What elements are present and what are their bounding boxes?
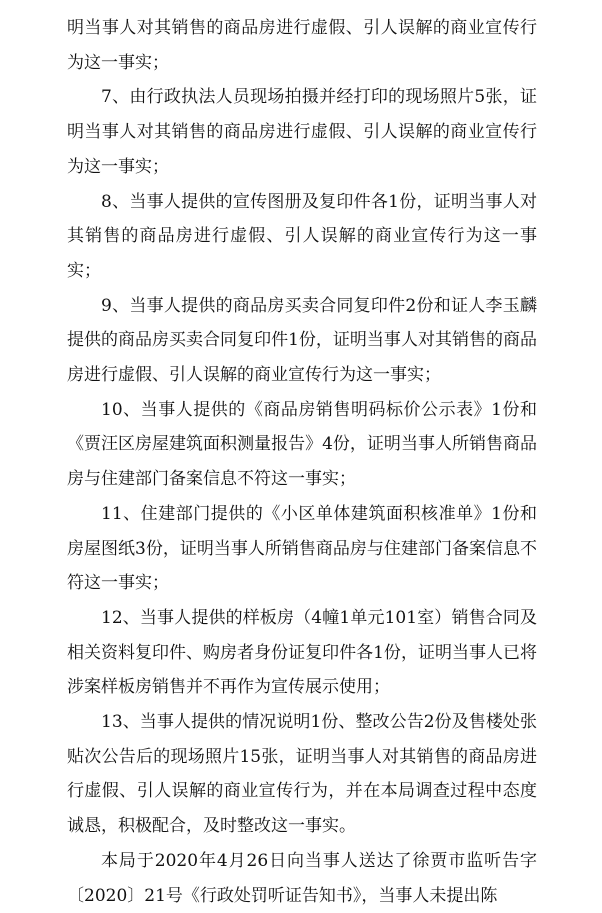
paragraph-evidence-12: 12、当事人提供的样板房（4幢1单元101室）销售合同及相关资料复印件、购房者身份证复印件各1份，证明当事人已将涉案样板房销售并不再作为宣传展示使用； bbox=[67, 607, 537, 698]
paragraph-evidence-10: 10、当事人提供的《商品房销售明码标价公示表》1份和《贾汪区房屋建筑面积测量报告》4份，证明当事人所销售商品房与住建部门备案信息不符这一事实； bbox=[67, 399, 537, 490]
paragraph-evidence-13: 13、当事人提供的情况说明1份、整改公告2份及售楼处张贴次公告后的现场照片15张，证明当事人对其销售的商品房进行虚假、引人误解的商业宣传行为，并在本局调查过程中态度诚恳，积极配合，及时整改这一事实。 bbox=[67, 712, 537, 837]
paragraph-hearing-notice: 本局于2020年4月26日向当事人送达了徐贾市监听告字〔2020〕21号《行政处罚听证告知书》，当事人未提出陈 bbox=[67, 850, 537, 906]
document-body bbox=[67, 11, 537, 913]
paragraph-evidence-8: 8、当事人提供的宣传图册及复印件各1份，证明当事人对其销售的商品房进行虚假、引人误解的商业宣传行为这一事实； bbox=[67, 191, 537, 281]
paragraph-evidence-6-tail: 明当事人对其销售的商品房进行虚假、引人误解的商业宣传行为这一事实； bbox=[67, 18, 537, 73]
paragraph-evidence-11: 11、住建部门提供的《小区单体建筑面积核准单》1份和房屋图纸3份，证明当事人所销售商品房与住建部门备案信息不符这一事实； bbox=[67, 503, 537, 594]
paragraph-evidence-7: 7、由行政执法人员现场拍摄并经打印的现场照片5张，证明当事人对其销售的商品房进行虚假、引人误解的商业宣传行为这一事实； bbox=[67, 87, 537, 177]
paragraph-evidence-9: 9、当事人提供的商品房买卖合同复印件2份和证人李玉麟提供的商品房买卖合同复印件1份，证明当事人对其销售的商品房进行虚假、引人误解的商业宣传行为这一事实； bbox=[67, 295, 537, 386]
